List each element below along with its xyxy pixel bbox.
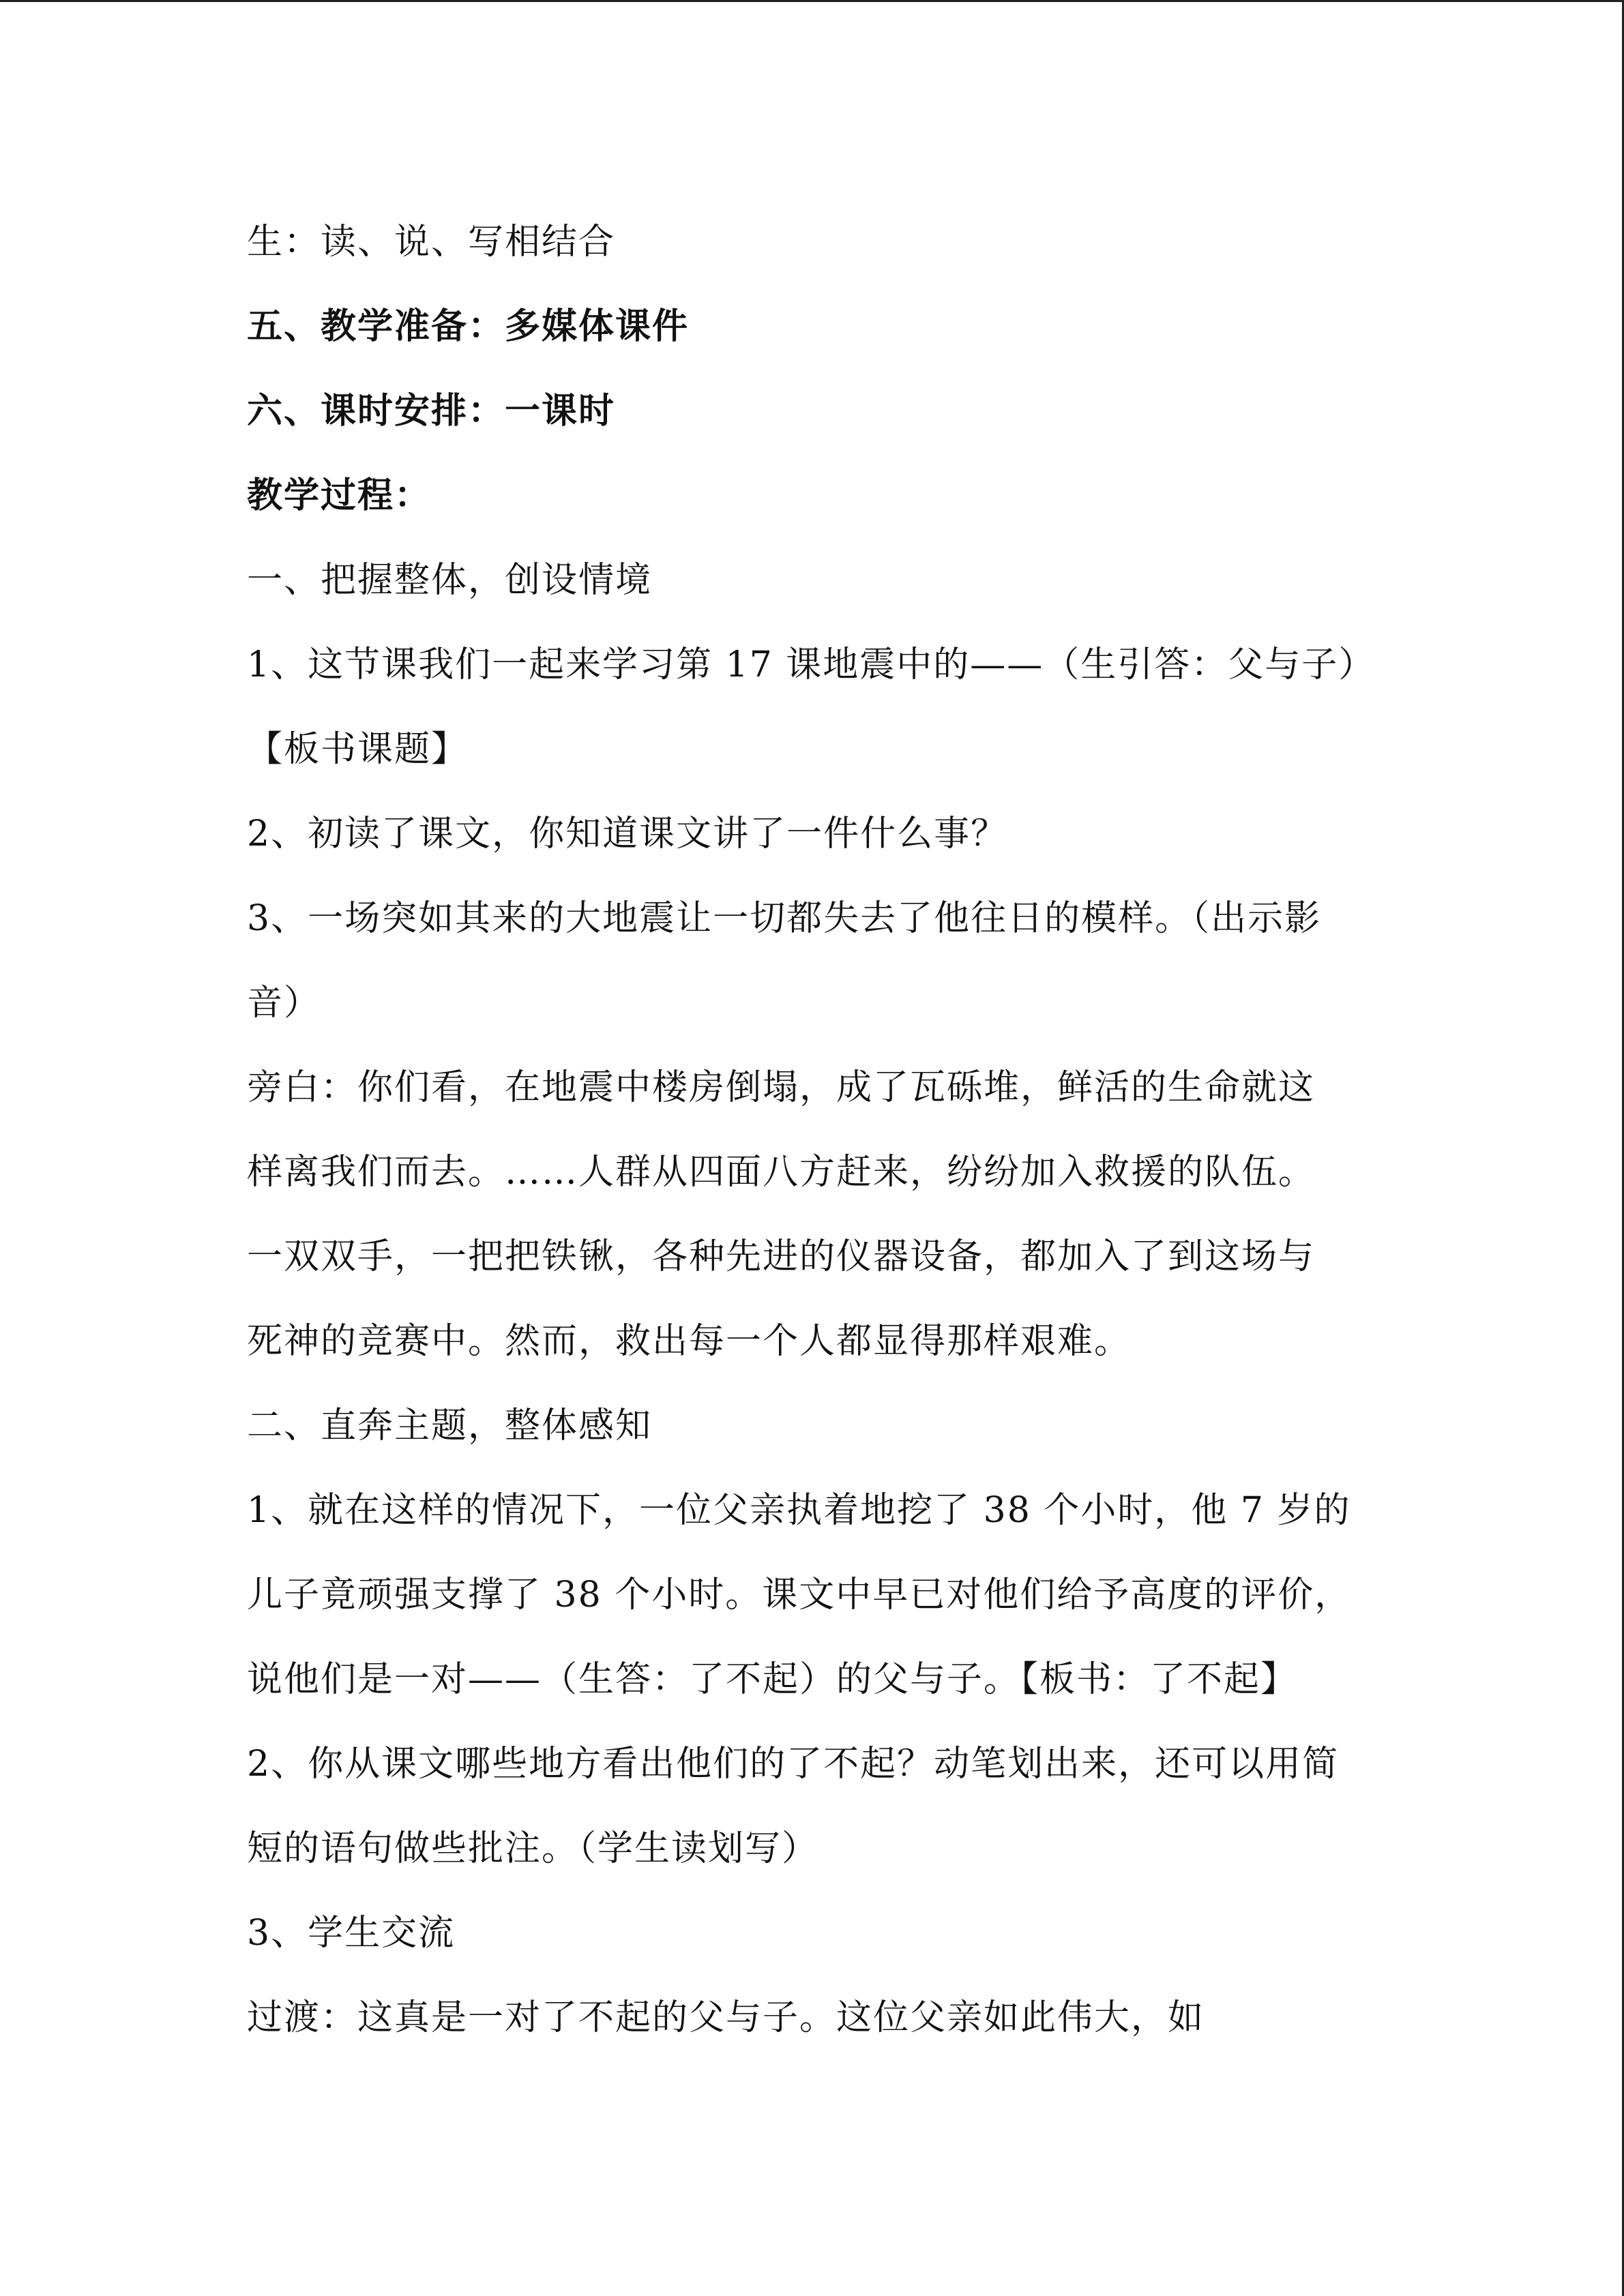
text-line: 旁白：你们看，在地震中楼房倒塌，成了瓦砾堆，鲜活的生命就这 bbox=[247, 1067, 1316, 1108]
text-line: 1、就在这样的情况下，一位父亲执着地挖了 38 个小时，他 7 岁的 bbox=[247, 1490, 1351, 1531]
section-heading-process: 教学过程： bbox=[247, 475, 432, 516]
text-line: 一双双手，一把把铁锹，各种先进的仪器设备，都加入了到这场与 bbox=[247, 1236, 1316, 1277]
text-line: 样离我们而去。……人群从四面八方赶来，纷纷加入救援的队伍。 bbox=[247, 1152, 1316, 1193]
text-line: 二、直奔主题，整体感知 bbox=[247, 1405, 653, 1446]
text-line: 3、一场突如其来的大地震让一切都失去了他往日的模样。（出示影 bbox=[247, 898, 1322, 939]
text-line: 过渡：这真是一对了不起的父与子。这位父亲如此伟大，如 bbox=[247, 1997, 1205, 2038]
section-heading-schedule: 六、课时安排：一课时 bbox=[247, 390, 616, 432]
text-line: 生：读、说、写相结合 bbox=[247, 222, 616, 263]
text-line: 一、把握整体，创设情境 bbox=[247, 560, 653, 601]
text-line: 1、这节课我们一起来学习第 17 课地震中的——（生引答：父与子） bbox=[247, 644, 1376, 685]
text-line: 死神的竞赛中。然而，救出每一个人都显得那样艰难。 bbox=[247, 1321, 1132, 1362]
text-line: 3、学生交流 bbox=[247, 1913, 456, 1954]
text-line: 音） bbox=[247, 983, 321, 1024]
text-line: 短的语句做些批注。（学生读划写） bbox=[247, 1828, 819, 1869]
section-heading-preparation: 五、教学准备：多媒体课件 bbox=[247, 305, 690, 347]
text-line: 儿子竟顽强支撑了 38 个小时。课文中早已对他们给予高度的评价， bbox=[247, 1575, 1352, 1615]
text-line: 【板书课题】 bbox=[247, 729, 469, 770]
document-body bbox=[247, 213, 1393, 2074]
text-line: 2、初读了课文，你知道课文讲了一件什么事？ bbox=[247, 814, 1008, 854]
text-line: 说他们是一对——（生答：了不起）的父与子。【板书：了不起】 bbox=[247, 1659, 1298, 1700]
text-line: 2、你从课文哪些地方看出他们的了不起？动笔划出来，还可以用简 bbox=[247, 1744, 1340, 1785]
